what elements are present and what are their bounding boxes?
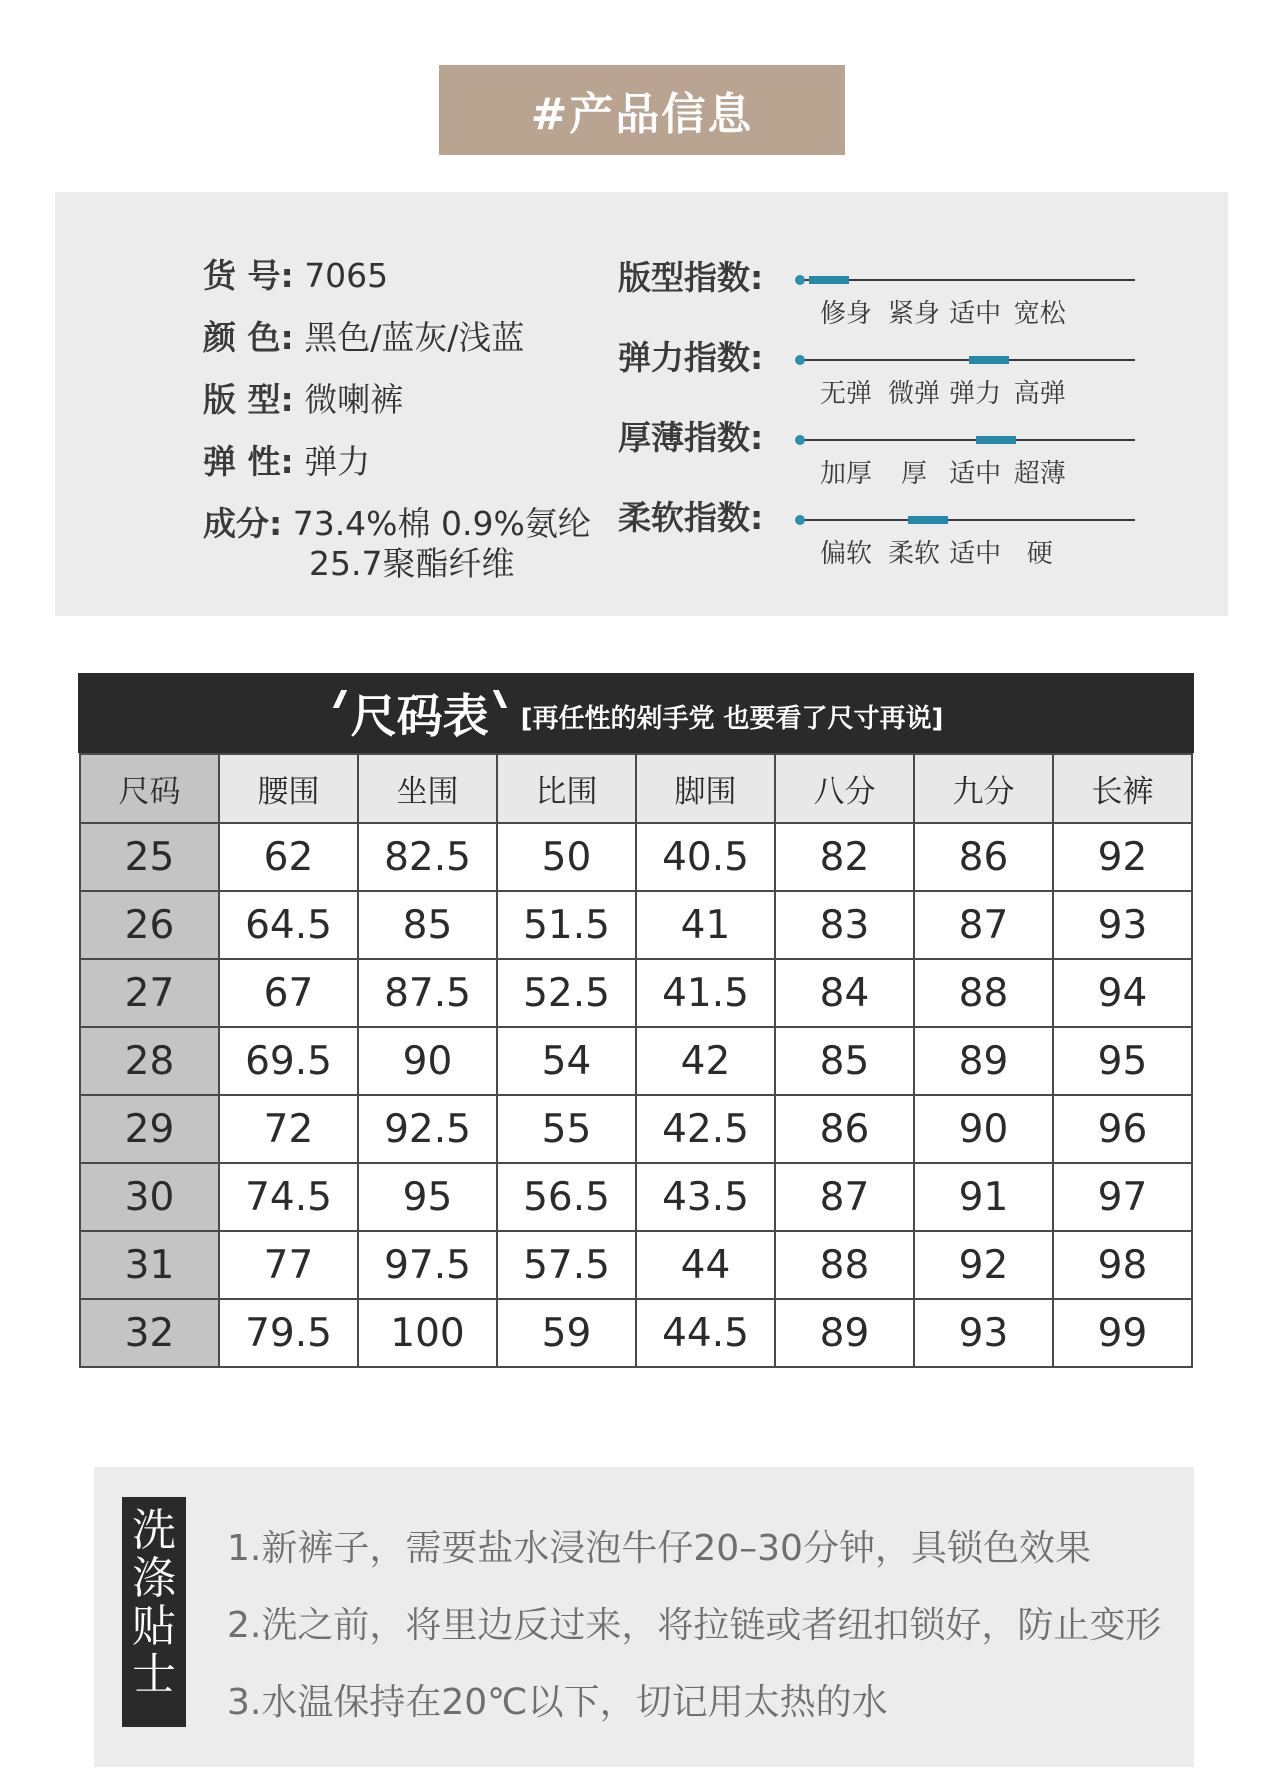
table-cell: 59 [497,1299,636,1367]
page-title: #产品信息 [439,65,845,155]
table-cell: 95 [1053,1027,1192,1095]
table-cell: 86 [914,823,1053,891]
spec-value: 微喇裤 [304,380,404,419]
size-cell: 28 [80,1027,219,1095]
table-cell: 86 [775,1095,914,1163]
tag-char: 士 [132,1649,176,1700]
table-header-cell: 尺码 [80,754,219,823]
table-header-cell: 八分 [775,754,914,823]
softness-index-scale [795,509,1135,569]
table-cell: 91 [914,1163,1053,1231]
table-cell: 82 [775,823,914,891]
spec-label: 成分: [203,504,283,543]
size-table [79,753,1193,1368]
table-cell: 87.5 [358,959,497,1027]
scale-option: 偏软 [819,539,873,569]
table-row [80,891,1192,959]
table-cell: 87 [775,1163,914,1231]
table-cell: 79.5 [219,1299,358,1367]
scale-option: 加厚 [819,459,873,489]
tip-line-3: 3.水温保持在20℃以下，切记用太热的水 [227,1682,888,1723]
table-header-cell: 九分 [914,754,1053,823]
elasticity-index-scale [795,349,1135,409]
fit-index-label: 版型指数: [618,258,764,297]
table-row [80,1163,1192,1231]
table-cell: 69.5 [219,1027,358,1095]
spec-label: 货 号: [203,256,294,295]
scale-start-dot [795,275,805,285]
product-info-panel [55,192,1228,616]
table-cell: 42 [636,1027,775,1095]
scale-option: 硬 [1026,539,1053,569]
tip-line-2: 2.洗之前，将里边反过来，将拉链或者纽扣锁好，防止变形 [227,1605,1162,1646]
scale-line [801,439,1135,441]
table-cell: 97.5 [358,1231,497,1299]
scale-option: 微弹 [887,379,941,409]
tag-char: 贴 [132,1601,176,1652]
thickness-index-scale [795,429,1135,489]
size-cell: 25 [80,823,219,891]
scale-option: 适中 [949,539,1002,569]
table-cell: 99 [1053,1299,1192,1367]
table-cell: 98 [1053,1231,1192,1299]
scale-option: 宽松 [1013,299,1066,329]
table-cell: 85 [775,1027,914,1095]
size-cell: 26 [80,891,219,959]
scale-option: 厚 [900,459,928,489]
table-cell: 89 [775,1299,914,1367]
scale-line [801,519,1135,521]
table-row [80,1027,1192,1095]
size-chart-subtitle: [再任性的剁手党 也要看了尺寸再说] [520,703,944,734]
spec-item-code [203,256,388,296]
scale-start-dot [795,435,805,445]
table-cell: 40.5 [636,823,775,891]
size-cell: 27 [80,959,219,1027]
table-row [80,1231,1192,1299]
table-cell: 82.5 [358,823,497,891]
spec-value: 黑色/蓝灰/浅蓝 [304,318,525,357]
scale-indicator [976,436,1016,444]
scale-option: 适中 [949,459,1002,489]
table-cell: 57.5 [497,1231,636,1299]
scale-indicator [908,516,948,524]
spec-value: 弹力 [304,442,371,481]
table-cell: 41.5 [636,959,775,1027]
size-cell: 29 [80,1095,219,1163]
table-body [80,823,1192,1367]
table-cell: 94 [1053,959,1192,1027]
size-cell: 30 [80,1163,219,1231]
table-cell: 85 [358,891,497,959]
scale-indicator [969,356,1009,364]
scale-option: 紧身 [887,299,941,329]
thickness-index-label: 厚薄指数: [618,418,764,457]
table-cell: 88 [914,959,1053,1027]
tip-line-1: 1.新裤子，需要盐水浸泡牛仔20–30分钟，具锁色效果 [227,1528,1091,1569]
table-cell: 83 [775,891,914,959]
table-cell: 42.5 [636,1095,775,1163]
table-cell: 64.5 [219,891,358,959]
spec-elasticity [203,442,370,482]
table-cell: 44 [636,1231,775,1299]
scale-start-dot [795,515,805,525]
scale-option: 超薄 [1013,459,1066,489]
table-header-cell: 坐围 [358,754,497,823]
sparkle-icon [492,690,506,708]
scale-option: 高弹 [1013,379,1066,409]
scale-option: 柔软 [887,539,941,569]
table-cell: 93 [1053,891,1192,959]
table-cell: 55 [497,1095,636,1163]
scale-option: 适中 [949,299,1002,329]
table-cell: 87 [914,891,1053,959]
table-header-row [80,754,1192,823]
spec-label: 版 型: [203,380,294,419]
spec-value-continued: 25.7聚酯纤维 [309,544,515,583]
table-header-cell: 长裤 [1053,754,1192,823]
table-cell: 54 [497,1027,636,1095]
table-cell: 52.5 [497,959,636,1027]
table-cell: 56.5 [497,1163,636,1231]
table-cell: 96 [1053,1095,1192,1163]
table-row [80,1095,1192,1163]
elasticity-index-label: 弹力指数: [618,338,764,377]
table-cell: 100 [358,1299,497,1367]
table-header-cell: 腰围 [219,754,358,823]
table-cell: 93 [914,1299,1053,1367]
table-cell: 92.5 [358,1095,497,1163]
table-cell: 43.5 [636,1163,775,1231]
table-row [80,959,1192,1027]
table-cell: 88 [775,1231,914,1299]
spec-value: 73.4%棉 0.9%氨纶 [292,504,591,543]
table-cell: 67 [219,959,358,1027]
spec-fit [203,380,403,420]
washing-tips-tag [122,1497,186,1727]
tag-char: 涤 [132,1553,176,1604]
table-cell: 62 [219,823,358,891]
scale-start-dot [795,355,805,365]
table-row [80,823,1192,891]
scale-option: 无弹 [819,379,873,409]
table-cell: 95 [358,1163,497,1231]
table-cell: 90 [914,1095,1053,1163]
table-cell: 51.5 [497,891,636,959]
scale-line [801,279,1135,281]
table-cell: 89 [914,1027,1053,1095]
table-header-cell: 比围 [497,754,636,823]
size-cell: 32 [80,1299,219,1367]
table-cell: 97 [1053,1163,1192,1231]
spec-label: 弹 性: [203,442,294,481]
washing-tips-panel [94,1467,1194,1767]
spec-color [203,318,524,358]
table-cell: 92 [1053,823,1192,891]
table-cell: 44.5 [636,1299,775,1367]
table-cell: 90 [358,1027,497,1095]
spec-composition [203,504,591,583]
table-cell: 84 [775,959,914,1027]
table-row [80,1299,1192,1367]
size-cell: 31 [80,1231,219,1299]
spec-label: 颜 色: [203,318,294,357]
table-cell: 74.5 [219,1163,358,1231]
fit-index-scale [795,269,1135,329]
tag-char: 洗 [132,1505,176,1556]
table-cell: 41 [636,891,775,959]
scale-option: 弹力 [949,379,1002,409]
size-chart-header [78,673,1194,753]
table-cell: 72 [219,1095,358,1163]
scale-option: 修身 [819,299,873,329]
softness-index-label: 柔软指数: [618,498,764,537]
table-cell: 77 [219,1231,358,1299]
table-cell: 50 [497,823,636,891]
table-cell: 92 [914,1231,1053,1299]
scale-indicator [809,276,849,284]
sparkle-icon [332,690,346,708]
spec-value: 7065 [304,256,389,295]
size-chart-title: 尺码表 [350,689,489,743]
table-header-cell: 脚围 [636,754,775,823]
